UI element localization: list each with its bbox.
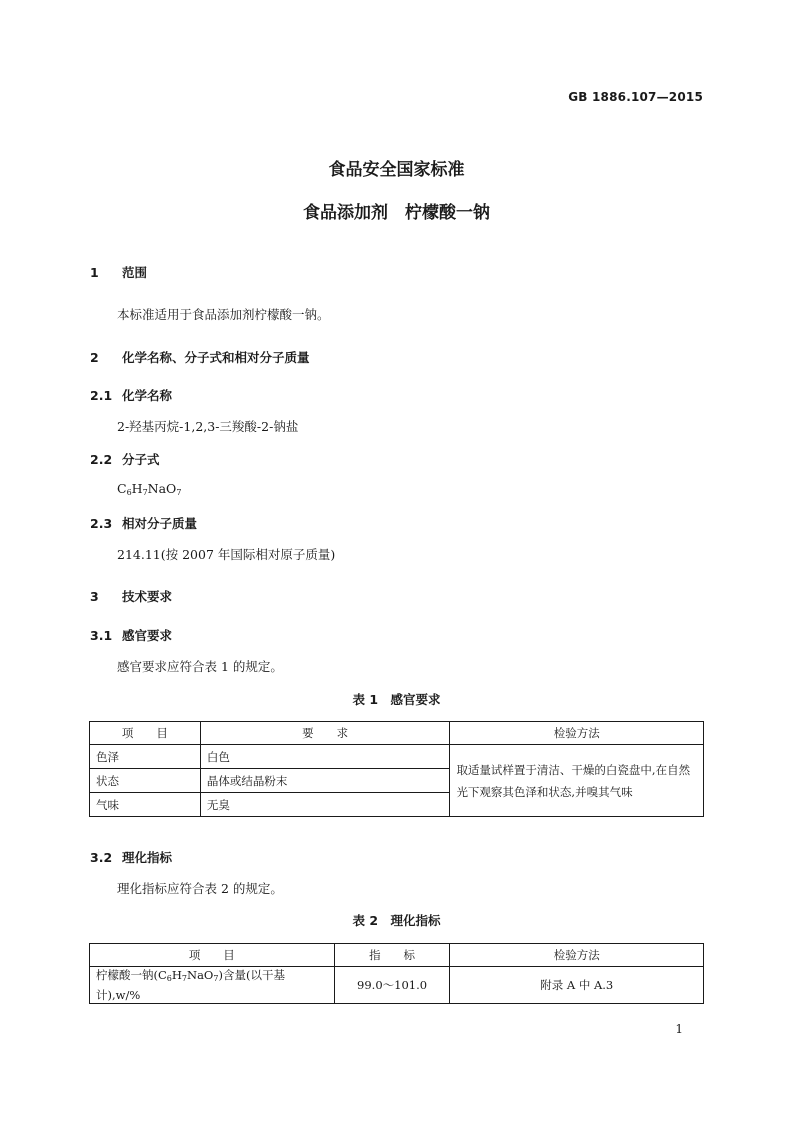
table-row [90,967,704,1004]
section-title: 范围 [122,265,148,280]
section-3-1-text: 感官要求应符合表 1 的规定。 [117,659,283,674]
section-3-1-heading [90,626,172,644]
section-title: 技术要求 [122,589,173,604]
molecular-weight: 214.11(按 2007 年国际相对原子质量) [117,547,336,562]
section-3-2-text: 理化指标应符合表 2 的规定。 [117,881,283,896]
section-2-3-heading [90,514,197,532]
table-cell-item: 色泽 [90,745,201,769]
table-header-row [90,722,704,745]
table-cell-method: 取适量试样置于清洁、干燥的白瓷盘中,在自然光下观察其色泽和状态,并嗅其气味 [450,745,704,817]
table-row [90,745,704,769]
column-header: 检验方法 [450,944,704,967]
section-number: 1 [90,265,99,280]
table-cell-item: 柠檬酸一钠$(C_6H_7NaO_7)$含量(以干基计),w/% [90,967,335,1004]
section-title: 感官要求 [122,628,173,643]
physicochemical-table [89,943,704,1004]
section-number: 3.1 [90,628,113,643]
section-3-heading [90,587,172,605]
table-1-caption: 表 1 感官要求 [352,692,441,707]
section-title: 相对分子质量 [122,516,198,531]
section-2-1-heading [90,386,172,404]
table-cell-item: 气味 [90,793,201,817]
section-number: 2.2 [90,452,113,467]
column-header: 项 目 [90,722,201,745]
standard-number: GB 1886.107—2015 [568,90,703,104]
section-number: 2.1 [90,388,113,403]
column-header: 项 目 [90,944,335,967]
document-title: 食品安全国家标准 [328,160,465,180]
table-2-caption: 表 2 理化指标 [352,913,441,928]
table-cell-requirement: 无臭 [200,793,450,817]
section-1-text: 本标准适用于食品添加剂柠檬酸一钠。 [117,307,330,322]
column-header: 要 求 [200,722,450,745]
section-title: 理化指标 [122,850,173,865]
section-number: 2 [90,350,99,365]
column-header: 指 标 [334,944,450,967]
table-cell-method: 附录 A 中 A.3 [450,967,704,1004]
section-1-heading [90,263,147,281]
section-title: 化学名称 [122,388,173,403]
page-number: 1 [675,1022,683,1036]
section-title: 分子式 [122,452,160,467]
table-cell-requirement: 白色 [200,745,450,769]
table-header-row [90,944,704,967]
document-subtitle: 食品添加剂 柠檬酸一钠 [303,203,490,223]
table-cell-requirement: 晶体或结晶粉末 [200,769,450,793]
table-cell-item: 状态 [90,769,201,793]
section-2-heading [90,348,310,366]
chemical-name: 2-羟基丙烷-1,2,3-三羧酸-2-钠盐 [117,419,299,434]
column-header: 检验方法 [450,722,704,745]
table-cell-value: 99.0～101.0 [334,967,450,1004]
section-2-2-heading [90,450,160,468]
section-3-2-heading [90,848,172,866]
section-number: 2.3 [90,516,113,531]
section-number: 3 [90,589,99,604]
molecular-formula: $C_6H_7NaO_7$ [117,481,182,497]
section-number: 3.2 [90,850,113,865]
sensory-requirements-table [89,721,704,817]
section-title: 化学名称、分子式和相对分子质量 [122,350,310,365]
